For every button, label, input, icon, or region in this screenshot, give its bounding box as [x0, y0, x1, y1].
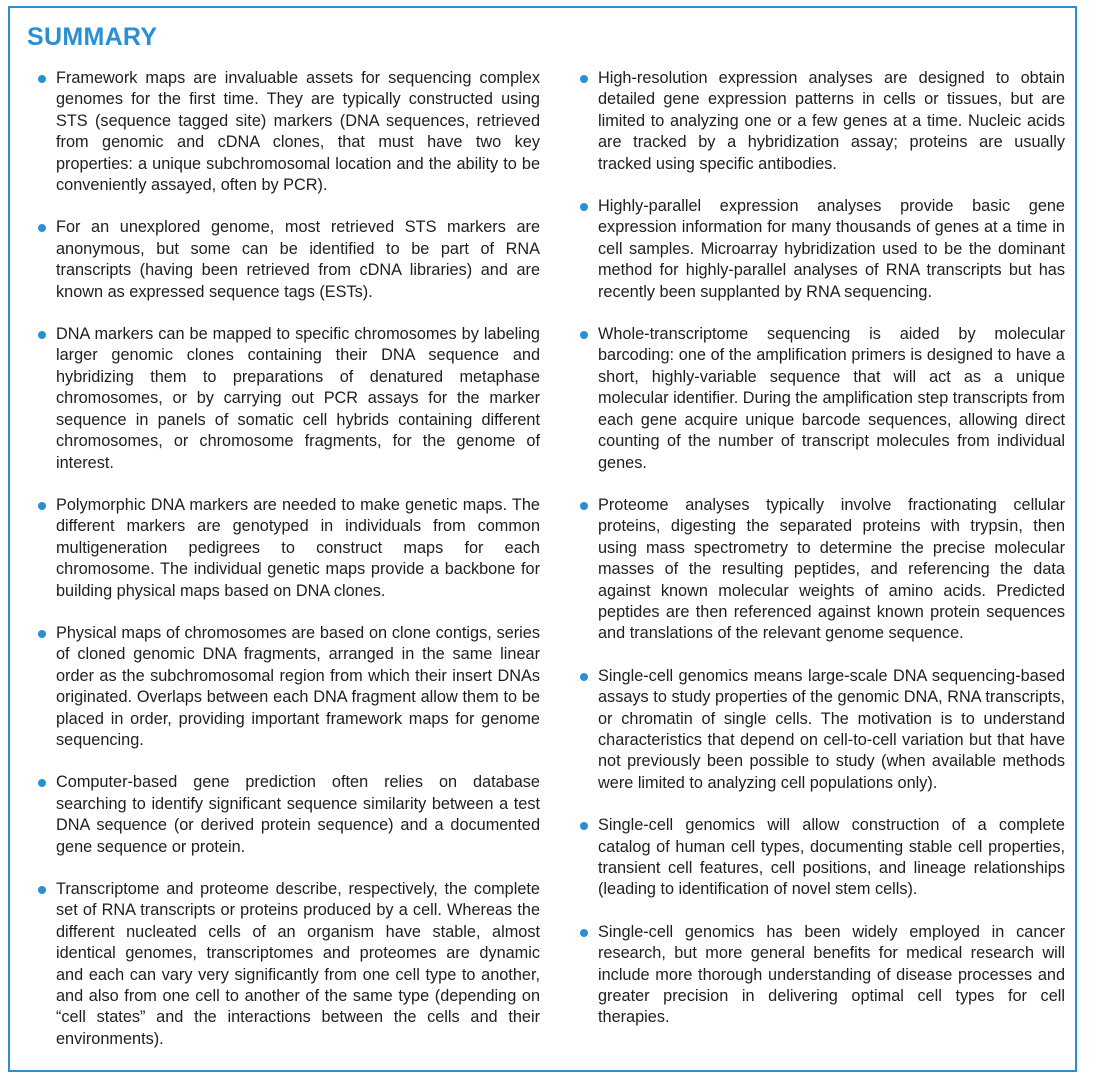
summary-box — [8, 6, 1077, 1072]
summary-item-text: Computer-based gene prediction often relies on database searching to identify significant sequence similarity between a test DNA sequence (or derived protein sequence) and a documented gene sequence or protein. — [56, 773, 540, 856]
summary-item — [580, 495, 1065, 645]
bullet-icon — [580, 203, 588, 211]
summary-item — [580, 196, 1065, 303]
bullet-icon — [38, 630, 46, 638]
bullet-icon — [580, 822, 588, 830]
bullet-icon — [580, 673, 588, 681]
summary-item — [580, 68, 1065, 175]
bullet-icon — [38, 886, 46, 894]
summary-item — [38, 772, 540, 858]
summary-item — [38, 68, 540, 196]
summary-item-text: High-resolution expression analyses are designed to obtain detailed gene expression patterns in cells or tissues, but are limited to analyzing one or a few genes at a time. Nucleic acids are tracked by a hybridization assay; proteins are usually tracked using specific antibodies. — [598, 69, 1065, 173]
bullet-icon — [580, 929, 588, 937]
summary-item-text: Highly-parallel expression analyses provide basic gene expression information for many thousands of genes at a time in cell samples. Microarray hybridization used to be the dominant method for highly-parallel analyses of RNA transcripts but has recently been supplanted by RNA sequencing. — [598, 197, 1065, 301]
bullet-icon — [580, 502, 588, 510]
bullet-icon — [38, 779, 46, 787]
bullet-icon — [38, 502, 46, 510]
summary-title: SUMMARY — [27, 23, 158, 51]
summary-right-column — [580, 68, 1065, 1050]
summary-item-text: Transcriptome and proteome describe, respectively, the complete set of RNA transcripts or proteins produced by a cell. Whereas the different nucleated cells of an organism have stable, almost identical genomes, transcriptomes and proteomes are dynamic and each can vary very significantly from one cell type to another, and also from one cell to another of the same type (depending on “cell states” and the interactions between the cells and their environments). — [56, 880, 540, 1048]
summary-item-text: Single-cell genomics will allow construction of a complete catalog of human cell types, documenting stable cell properties, transient cell features, cell positions, and lineage relationships (leading to identification of novel stem cells). — [598, 816, 1065, 899]
summary-item — [580, 922, 1065, 1029]
summary-item — [38, 217, 540, 303]
summary-item — [580, 324, 1065, 474]
summary-item-text: Proteome analyses typically involve fractionating cellular proteins, digesting the separated proteins with trypsin, then using mass spectrometry to determine the precise molecular masses of the resulting peptides, and referencing the data against known molecular weights of amino acids. Predicted peptides are then referenced against known protein sequences and translations of the relevant genome sequence. — [598, 495, 1065, 643]
summary-item — [38, 495, 540, 602]
bullet-icon — [38, 331, 46, 339]
bullet-icon — [580, 331, 588, 339]
summary-item-text: Polymorphic DNA markers are needed to make genetic maps. The different markers are genotyped in individuals from common multigeneration pedigrees to construct maps for each chromosome. The individual genetic maps provide a backbone for building physical maps based on DNA clones. — [56, 495, 540, 600]
summary-item-text: Framework maps are invaluable assets for sequencing complex genomes for the first time. They are typically constructed using STS (sequence tagged site) markers (DNA sequences, retrieved from genomic and cDNA clones, that must have two key properties: a unique subchromosomal location and the ability to be conveniently assayed, often by PCR). — [56, 69, 540, 195]
summary-left-column — [38, 68, 540, 1071]
summary-item-text: DNA markers can be mapped to specific chromosomes by labeling larger genomic clones containing their DNA sequence and hybridizing them to preparations of denatured metaphase chromosomes, or by carrying out PCR assays for the marker sequence in panels of somatic cell hybrids containing different chromosomes, or chromosome fragments, for the genome of interest. — [56, 325, 540, 472]
summary-item-text: Single-cell genomics means large-scale DNA sequencing-based assays to study properties of the genomic DNA, RNA transcripts, or chromatin of single cells. The motivation is to understand characteristics that depend on cell-to-cell variation but that have not previously been possible to study (when available methods were limited to analyzing cell populations only). — [598, 666, 1065, 792]
summary-item-text: Physical maps of chromosomes are based on clone contigs, series of cloned genomic DNA fragments, arranged in the same linear order as the subchromosomal region from which their insert DNAs originated. Overlaps between each DNA fragment allow them to be placed in order, providing important framework maps for genome sequencing. — [56, 623, 540, 749]
summary-item — [38, 324, 540, 474]
bullet-icon — [38, 224, 46, 232]
summary-item-text: For an unexplored genome, most retrieved STS markers are anonymous, but some can be identified to be part of RNA transcripts (having been retrieved from cDNA libraries) and are known as expressed sequence tags (ESTs). — [56, 218, 540, 301]
summary-item — [580, 815, 1065, 901]
bullet-icon — [38, 75, 46, 83]
summary-item-text: Single-cell genomics has been widely employed in cancer research, but more general benefits for medical research will include more thorough understanding of disease processes and greater precision in delivering optimal cell types for cell therapies. — [598, 922, 1065, 1027]
summary-item — [38, 623, 540, 751]
summary-item-text: Whole-transcriptome sequencing is aided by molecular barcoding: one of the amplification primers is designed to have a short, highly-variable sequence that will act as a unique molecular identifier. During the amplification step transcripts from each gene acquire unique barcode sequences, allowing direct counting of the number of transcript molecules from individual genes. — [598, 325, 1065, 472]
summary-item — [580, 666, 1065, 794]
bullet-icon — [580, 75, 588, 83]
summary-item — [38, 879, 540, 1050]
